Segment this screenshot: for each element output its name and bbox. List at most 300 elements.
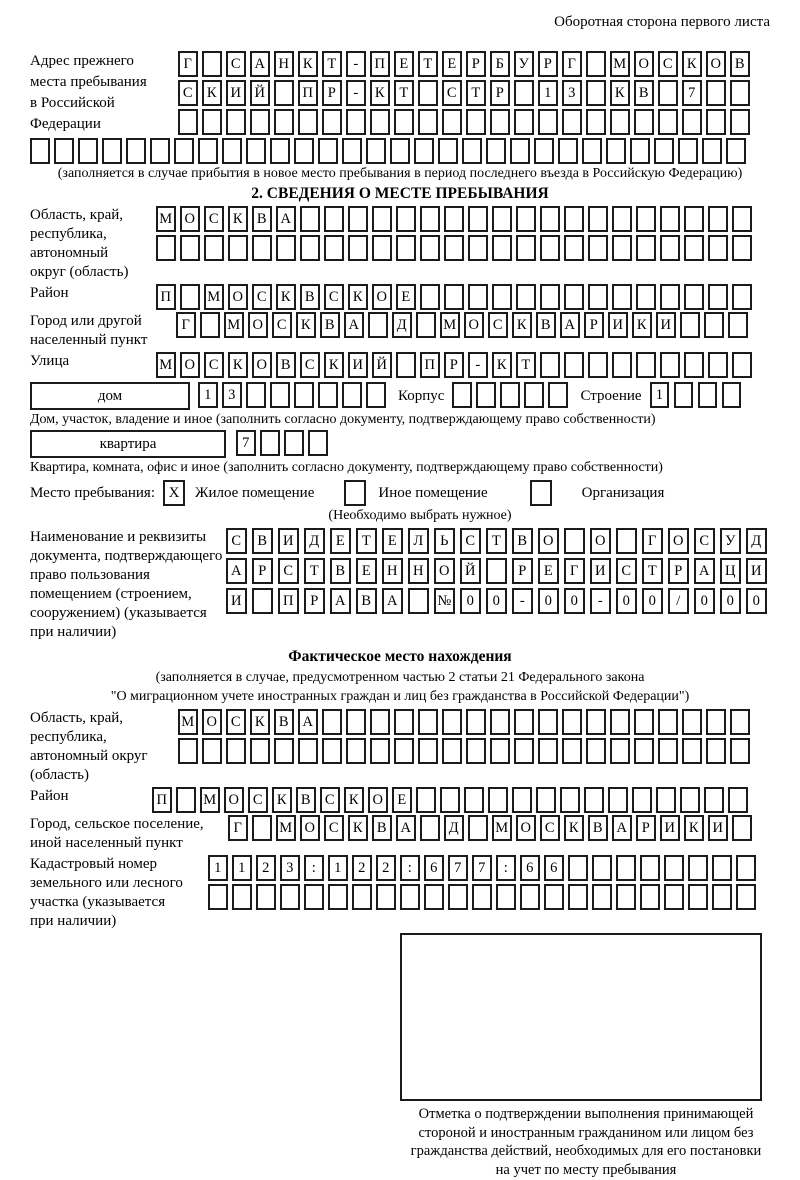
char-cell[interactable] xyxy=(684,352,704,378)
char-cell[interactable] xyxy=(682,738,702,764)
char-cell[interactable]: О xyxy=(252,352,272,378)
char-cell[interactable] xyxy=(728,787,748,813)
char-cell[interactable] xyxy=(150,138,170,164)
char-cell[interactable] xyxy=(270,138,290,164)
char-cell[interactable] xyxy=(232,884,252,910)
char-cell[interactable]: К xyxy=(344,787,364,813)
char-cell[interactable] xyxy=(630,138,650,164)
char-cell[interactable] xyxy=(438,138,458,164)
char-cell[interactable] xyxy=(300,235,320,261)
char-cell[interactable]: И xyxy=(660,815,680,841)
char-cell[interactable]: В xyxy=(300,284,320,310)
char-cell[interactable] xyxy=(540,235,560,261)
char-cell[interactable]: В xyxy=(634,80,654,106)
char-cell[interactable] xyxy=(346,709,366,735)
char-cell[interactable]: 1 xyxy=(538,80,558,106)
char-cell[interactable] xyxy=(442,709,462,735)
char-cell[interactable] xyxy=(712,855,732,881)
char-cell[interactable]: С xyxy=(488,312,508,338)
char-cell[interactable] xyxy=(592,884,612,910)
char-cell[interactable] xyxy=(688,855,708,881)
char-cell[interactable]: В xyxy=(330,558,351,584)
char-cell[interactable]: Е xyxy=(356,558,377,584)
char-cell[interactable] xyxy=(442,738,462,764)
char-cell[interactable] xyxy=(366,138,386,164)
char-cell[interactable] xyxy=(500,382,520,408)
char-cell[interactable]: 7 xyxy=(682,80,702,106)
char-cell[interactable]: М xyxy=(440,312,460,338)
char-cell[interactable] xyxy=(308,430,328,456)
char-cell[interactable] xyxy=(684,284,704,310)
char-cell[interactable]: 3 xyxy=(562,80,582,106)
char-cell[interactable]: К xyxy=(228,352,248,378)
char-cell[interactable] xyxy=(322,738,342,764)
char-cell[interactable]: А xyxy=(344,312,364,338)
char-cell[interactable] xyxy=(708,284,728,310)
char-cell[interactable]: А xyxy=(396,815,416,841)
char-cell[interactable] xyxy=(180,235,200,261)
char-cell[interactable] xyxy=(538,738,558,764)
char-cell[interactable]: У xyxy=(720,528,741,554)
char-cell[interactable] xyxy=(396,235,416,261)
char-cell[interactable] xyxy=(564,352,584,378)
char-cell[interactable] xyxy=(674,382,694,408)
char-cell[interactable]: Р xyxy=(490,80,510,106)
char-cell[interactable] xyxy=(200,312,220,338)
char-cell[interactable] xyxy=(368,312,388,338)
char-cell[interactable]: Д xyxy=(444,815,464,841)
char-cell[interactable] xyxy=(178,738,198,764)
char-cell[interactable] xyxy=(176,787,196,813)
char-cell[interactable]: В xyxy=(252,528,273,554)
char-cell[interactable]: О xyxy=(464,312,484,338)
char-cell[interactable] xyxy=(126,138,146,164)
char-cell[interactable]: С xyxy=(616,558,637,584)
char-cell[interactable]: Р xyxy=(512,558,533,584)
char-cell[interactable] xyxy=(640,855,660,881)
char-cell[interactable]: К xyxy=(228,206,248,232)
char-cell[interactable] xyxy=(246,138,266,164)
char-cell[interactable]: О xyxy=(590,528,611,554)
char-cell[interactable] xyxy=(294,382,314,408)
char-cell[interactable] xyxy=(586,51,606,77)
char-cell[interactable]: К xyxy=(684,815,704,841)
char-cell[interactable]: С xyxy=(226,528,247,554)
char-cell[interactable]: Й xyxy=(460,558,481,584)
char-cell[interactable] xyxy=(732,815,752,841)
char-cell[interactable] xyxy=(444,284,464,310)
char-cell[interactable] xyxy=(440,787,460,813)
char-cell[interactable] xyxy=(198,138,218,164)
char-cell[interactable] xyxy=(658,109,678,135)
char-cell[interactable] xyxy=(706,80,726,106)
char-cell[interactable] xyxy=(706,709,726,735)
char-cell[interactable] xyxy=(352,884,372,910)
checkbox-residential[interactable]: X xyxy=(163,480,185,506)
char-cell[interactable]: С xyxy=(252,284,272,310)
char-cell[interactable]: 1 xyxy=(232,855,252,881)
char-cell[interactable]: С xyxy=(320,787,340,813)
char-cell[interactable] xyxy=(516,235,536,261)
char-cell[interactable]: С xyxy=(460,528,481,554)
char-cell[interactable]: И xyxy=(348,352,368,378)
apartment-type-box[interactable] xyxy=(30,430,226,458)
char-cell[interactable]: 7 xyxy=(472,855,492,881)
char-cell[interactable]: М xyxy=(204,284,224,310)
char-cell[interactable]: С xyxy=(226,709,246,735)
char-cell[interactable]: В xyxy=(296,787,316,813)
char-cell[interactable] xyxy=(702,138,722,164)
char-cell[interactable]: О xyxy=(228,284,248,310)
char-cell[interactable] xyxy=(486,558,507,584)
char-cell[interactable] xyxy=(348,235,368,261)
char-cell[interactable] xyxy=(582,138,602,164)
char-cell[interactable]: / xyxy=(668,588,689,614)
char-cell[interactable] xyxy=(174,138,194,164)
char-cell[interactable]: Р xyxy=(538,51,558,77)
char-cell[interactable]: 2 xyxy=(376,855,396,881)
char-cell[interactable] xyxy=(466,738,486,764)
char-cell[interactable]: О xyxy=(516,815,536,841)
char-cell[interactable] xyxy=(488,787,508,813)
char-cell[interactable]: А xyxy=(612,815,632,841)
char-cell[interactable] xyxy=(342,382,362,408)
char-cell[interactable]: Р xyxy=(304,588,325,614)
char-cell[interactable] xyxy=(490,709,510,735)
char-cell[interactable]: Е xyxy=(442,51,462,77)
char-cell[interactable] xyxy=(632,787,652,813)
char-cell[interactable] xyxy=(418,109,438,135)
char-cell[interactable] xyxy=(468,284,488,310)
char-cell[interactable] xyxy=(420,815,440,841)
char-cell[interactable]: К xyxy=(276,284,296,310)
char-cell[interactable] xyxy=(732,206,752,232)
char-cell[interactable] xyxy=(658,80,678,106)
char-cell[interactable] xyxy=(520,884,540,910)
char-cell[interactable] xyxy=(588,284,608,310)
char-cell[interactable]: К xyxy=(348,284,368,310)
char-cell[interactable] xyxy=(516,206,536,232)
char-cell[interactable] xyxy=(562,709,582,735)
char-cell[interactable]: С xyxy=(324,815,344,841)
char-cell[interactable] xyxy=(252,588,273,614)
char-cell[interactable] xyxy=(540,284,560,310)
char-cell[interactable] xyxy=(568,884,588,910)
char-cell[interactable]: М xyxy=(276,815,296,841)
char-cell[interactable]: Й xyxy=(250,80,270,106)
char-cell[interactable] xyxy=(270,382,290,408)
char-cell[interactable] xyxy=(660,284,680,310)
char-cell[interactable] xyxy=(370,109,390,135)
char-cell[interactable] xyxy=(586,738,606,764)
char-cell[interactable] xyxy=(588,352,608,378)
char-cell[interactable]: А xyxy=(560,312,580,338)
char-cell[interactable] xyxy=(466,709,486,735)
char-cell[interactable] xyxy=(514,80,534,106)
char-cell[interactable] xyxy=(180,284,200,310)
char-cell[interactable] xyxy=(616,884,636,910)
char-cell[interactable]: О xyxy=(706,51,726,77)
char-cell[interactable]: С xyxy=(658,51,678,77)
char-cell[interactable] xyxy=(732,352,752,378)
char-cell[interactable]: О xyxy=(434,558,455,584)
char-cell[interactable] xyxy=(408,588,429,614)
char-cell[interactable] xyxy=(730,109,750,135)
char-cell[interactable]: К xyxy=(296,312,316,338)
char-cell[interactable] xyxy=(300,206,320,232)
char-cell[interactable]: Л xyxy=(408,528,429,554)
char-cell[interactable]: В xyxy=(730,51,750,77)
char-cell[interactable] xyxy=(706,109,726,135)
char-cell[interactable]: Т xyxy=(418,51,438,77)
char-cell[interactable] xyxy=(636,235,656,261)
char-cell[interactable] xyxy=(274,80,294,106)
char-cell[interactable]: 2 xyxy=(352,855,372,881)
char-cell[interactable] xyxy=(394,709,414,735)
char-cell[interactable]: А xyxy=(694,558,715,584)
char-cell[interactable] xyxy=(246,382,266,408)
char-cell[interactable] xyxy=(536,787,556,813)
char-cell[interactable] xyxy=(444,235,464,261)
char-cell[interactable] xyxy=(634,109,654,135)
char-cell[interactable]: М xyxy=(156,206,176,232)
char-cell[interactable]: - xyxy=(590,588,611,614)
char-cell[interactable]: К xyxy=(324,352,344,378)
char-cell[interactable]: В xyxy=(276,352,296,378)
char-cell[interactable] xyxy=(636,206,656,232)
char-cell[interactable] xyxy=(684,206,704,232)
char-cell[interactable]: Р xyxy=(322,80,342,106)
char-cell[interactable] xyxy=(318,138,338,164)
char-cell[interactable] xyxy=(370,738,390,764)
char-cell[interactable] xyxy=(252,815,272,841)
char-cell[interactable] xyxy=(586,109,606,135)
char-cell[interactable] xyxy=(400,884,420,910)
char-cell[interactable] xyxy=(280,884,300,910)
char-cell[interactable] xyxy=(444,206,464,232)
char-cell[interactable]: О xyxy=(180,206,200,232)
char-cell[interactable] xyxy=(634,738,654,764)
char-cell[interactable] xyxy=(730,80,750,106)
char-cell[interactable] xyxy=(370,709,390,735)
char-cell[interactable]: 6 xyxy=(520,855,540,881)
char-cell[interactable]: В xyxy=(372,815,392,841)
char-cell[interactable] xyxy=(492,206,512,232)
char-cell[interactable] xyxy=(540,352,560,378)
char-cell[interactable]: Ь xyxy=(434,528,455,554)
char-cell[interactable] xyxy=(730,738,750,764)
char-cell[interactable] xyxy=(732,235,752,261)
char-cell[interactable]: Г xyxy=(228,815,248,841)
char-cell[interactable]: К xyxy=(250,709,270,735)
char-cell[interactable]: 0 xyxy=(486,588,507,614)
char-cell[interactable] xyxy=(276,235,296,261)
char-cell[interactable] xyxy=(640,884,660,910)
char-cell[interactable] xyxy=(102,138,122,164)
char-cell[interactable]: Т xyxy=(356,528,377,554)
char-cell[interactable]: О xyxy=(300,815,320,841)
char-cell[interactable]: 0 xyxy=(616,588,637,614)
char-cell[interactable] xyxy=(448,884,468,910)
char-cell[interactable] xyxy=(680,312,700,338)
char-cell[interactable] xyxy=(656,787,676,813)
char-cell[interactable]: Е xyxy=(538,558,559,584)
char-cell[interactable] xyxy=(346,109,366,135)
char-cell[interactable] xyxy=(562,738,582,764)
char-cell[interactable] xyxy=(342,138,362,164)
char-cell[interactable]: О xyxy=(368,787,388,813)
char-cell[interactable]: А xyxy=(226,558,247,584)
char-cell[interactable] xyxy=(420,284,440,310)
char-cell[interactable] xyxy=(442,109,462,135)
char-cell[interactable]: Б xyxy=(490,51,510,77)
char-cell[interactable]: - xyxy=(346,80,366,106)
char-cell[interactable] xyxy=(514,709,534,735)
char-cell[interactable] xyxy=(256,884,276,910)
char-cell[interactable] xyxy=(514,738,534,764)
char-cell[interactable] xyxy=(322,709,342,735)
char-cell[interactable]: Г xyxy=(562,51,582,77)
char-cell[interactable]: В xyxy=(536,312,556,338)
char-cell[interactable] xyxy=(634,709,654,735)
char-cell[interactable] xyxy=(226,109,246,135)
char-cell[interactable]: Г xyxy=(642,528,663,554)
char-cell[interactable]: М xyxy=(492,815,512,841)
char-cell[interactable] xyxy=(178,109,198,135)
char-cell[interactable] xyxy=(558,138,578,164)
char-cell[interactable] xyxy=(524,382,544,408)
char-cell[interactable] xyxy=(592,855,612,881)
char-cell[interactable] xyxy=(328,884,348,910)
char-cell[interactable] xyxy=(424,884,444,910)
char-cell[interactable]: 0 xyxy=(720,588,741,614)
char-cell[interactable]: А xyxy=(250,51,270,77)
char-cell[interactable]: 0 xyxy=(642,588,663,614)
char-cell[interactable] xyxy=(708,235,728,261)
char-cell[interactable] xyxy=(736,855,756,881)
char-cell[interactable]: 0 xyxy=(746,588,767,614)
char-cell[interactable] xyxy=(420,235,440,261)
char-cell[interactable]: Р xyxy=(668,558,689,584)
char-cell[interactable]: Н xyxy=(408,558,429,584)
char-cell[interactable] xyxy=(452,382,472,408)
char-cell[interactable] xyxy=(564,235,584,261)
char-cell[interactable]: Р xyxy=(444,352,464,378)
house-type-box[interactable] xyxy=(30,382,190,410)
char-cell[interactable] xyxy=(564,528,585,554)
char-cell[interactable]: И xyxy=(656,312,676,338)
char-cell[interactable]: 7 xyxy=(236,430,256,456)
char-cell[interactable] xyxy=(396,352,416,378)
char-cell[interactable]: С xyxy=(278,558,299,584)
char-cell[interactable] xyxy=(514,109,534,135)
char-cell[interactable]: К xyxy=(202,80,222,106)
char-cell[interactable] xyxy=(610,738,630,764)
char-cell[interactable]: - xyxy=(512,588,533,614)
char-cell[interactable]: Т xyxy=(466,80,486,106)
char-cell[interactable] xyxy=(472,884,492,910)
char-cell[interactable] xyxy=(544,884,564,910)
char-cell[interactable]: В xyxy=(252,206,272,232)
char-cell[interactable]: Р xyxy=(636,815,656,841)
char-cell[interactable]: О xyxy=(538,528,559,554)
char-cell[interactable]: П xyxy=(370,51,390,77)
char-cell[interactable] xyxy=(250,109,270,135)
char-cell[interactable] xyxy=(728,312,748,338)
char-cell[interactable]: С xyxy=(324,284,344,310)
char-cell[interactable]: Н xyxy=(382,558,403,584)
char-cell[interactable]: Р xyxy=(466,51,486,77)
char-cell[interactable]: Р xyxy=(252,558,273,584)
char-cell[interactable]: 2 xyxy=(256,855,276,881)
char-cell[interactable]: Г xyxy=(176,312,196,338)
char-cell[interactable] xyxy=(416,312,436,338)
char-cell[interactable]: О xyxy=(634,51,654,77)
char-cell[interactable] xyxy=(346,738,366,764)
char-cell[interactable] xyxy=(616,528,637,554)
char-cell[interactable] xyxy=(608,787,628,813)
char-cell[interactable] xyxy=(722,382,742,408)
char-cell[interactable] xyxy=(30,138,50,164)
char-cell[interactable]: Д xyxy=(746,528,767,554)
char-cell[interactable]: О xyxy=(180,352,200,378)
char-cell[interactable] xyxy=(586,80,606,106)
char-cell[interactable]: Д xyxy=(392,312,412,338)
char-cell[interactable] xyxy=(202,51,222,77)
char-cell[interactable] xyxy=(660,206,680,232)
char-cell[interactable] xyxy=(660,352,680,378)
char-cell[interactable] xyxy=(512,787,532,813)
char-cell[interactable] xyxy=(658,738,678,764)
char-cell[interactable] xyxy=(394,738,414,764)
char-cell[interactable] xyxy=(610,709,630,735)
char-cell[interactable] xyxy=(568,855,588,881)
char-cell[interactable] xyxy=(706,738,726,764)
char-cell[interactable] xyxy=(586,709,606,735)
char-cell[interactable] xyxy=(588,206,608,232)
char-cell[interactable]: К xyxy=(272,787,292,813)
char-cell[interactable]: Т xyxy=(642,558,663,584)
char-cell[interactable] xyxy=(322,109,342,135)
char-cell[interactable]: В xyxy=(320,312,340,338)
char-cell[interactable]: П xyxy=(420,352,440,378)
char-cell[interactable] xyxy=(490,738,510,764)
char-cell[interactable] xyxy=(202,109,222,135)
char-cell[interactable]: О xyxy=(372,284,392,310)
char-cell[interactable] xyxy=(202,738,222,764)
char-cell[interactable] xyxy=(274,738,294,764)
char-cell[interactable] xyxy=(376,884,396,910)
char-cell[interactable]: В xyxy=(512,528,533,554)
char-cell[interactable]: Е xyxy=(394,51,414,77)
char-cell[interactable] xyxy=(534,138,554,164)
char-cell[interactable]: К xyxy=(682,51,702,77)
char-cell[interactable] xyxy=(562,109,582,135)
char-cell[interactable] xyxy=(468,206,488,232)
char-cell[interactable]: А xyxy=(276,206,296,232)
char-cell[interactable] xyxy=(538,109,558,135)
char-cell[interactable]: К xyxy=(632,312,652,338)
char-cell[interactable]: И xyxy=(226,588,247,614)
char-cell[interactable]: 0 xyxy=(694,588,715,614)
char-cell[interactable] xyxy=(304,884,324,910)
char-cell[interactable]: А xyxy=(382,588,403,614)
char-cell[interactable]: О xyxy=(224,787,244,813)
char-cell[interactable] xyxy=(492,284,512,310)
char-cell[interactable] xyxy=(298,738,318,764)
char-cell[interactable] xyxy=(372,206,392,232)
char-cell[interactable]: : xyxy=(400,855,420,881)
